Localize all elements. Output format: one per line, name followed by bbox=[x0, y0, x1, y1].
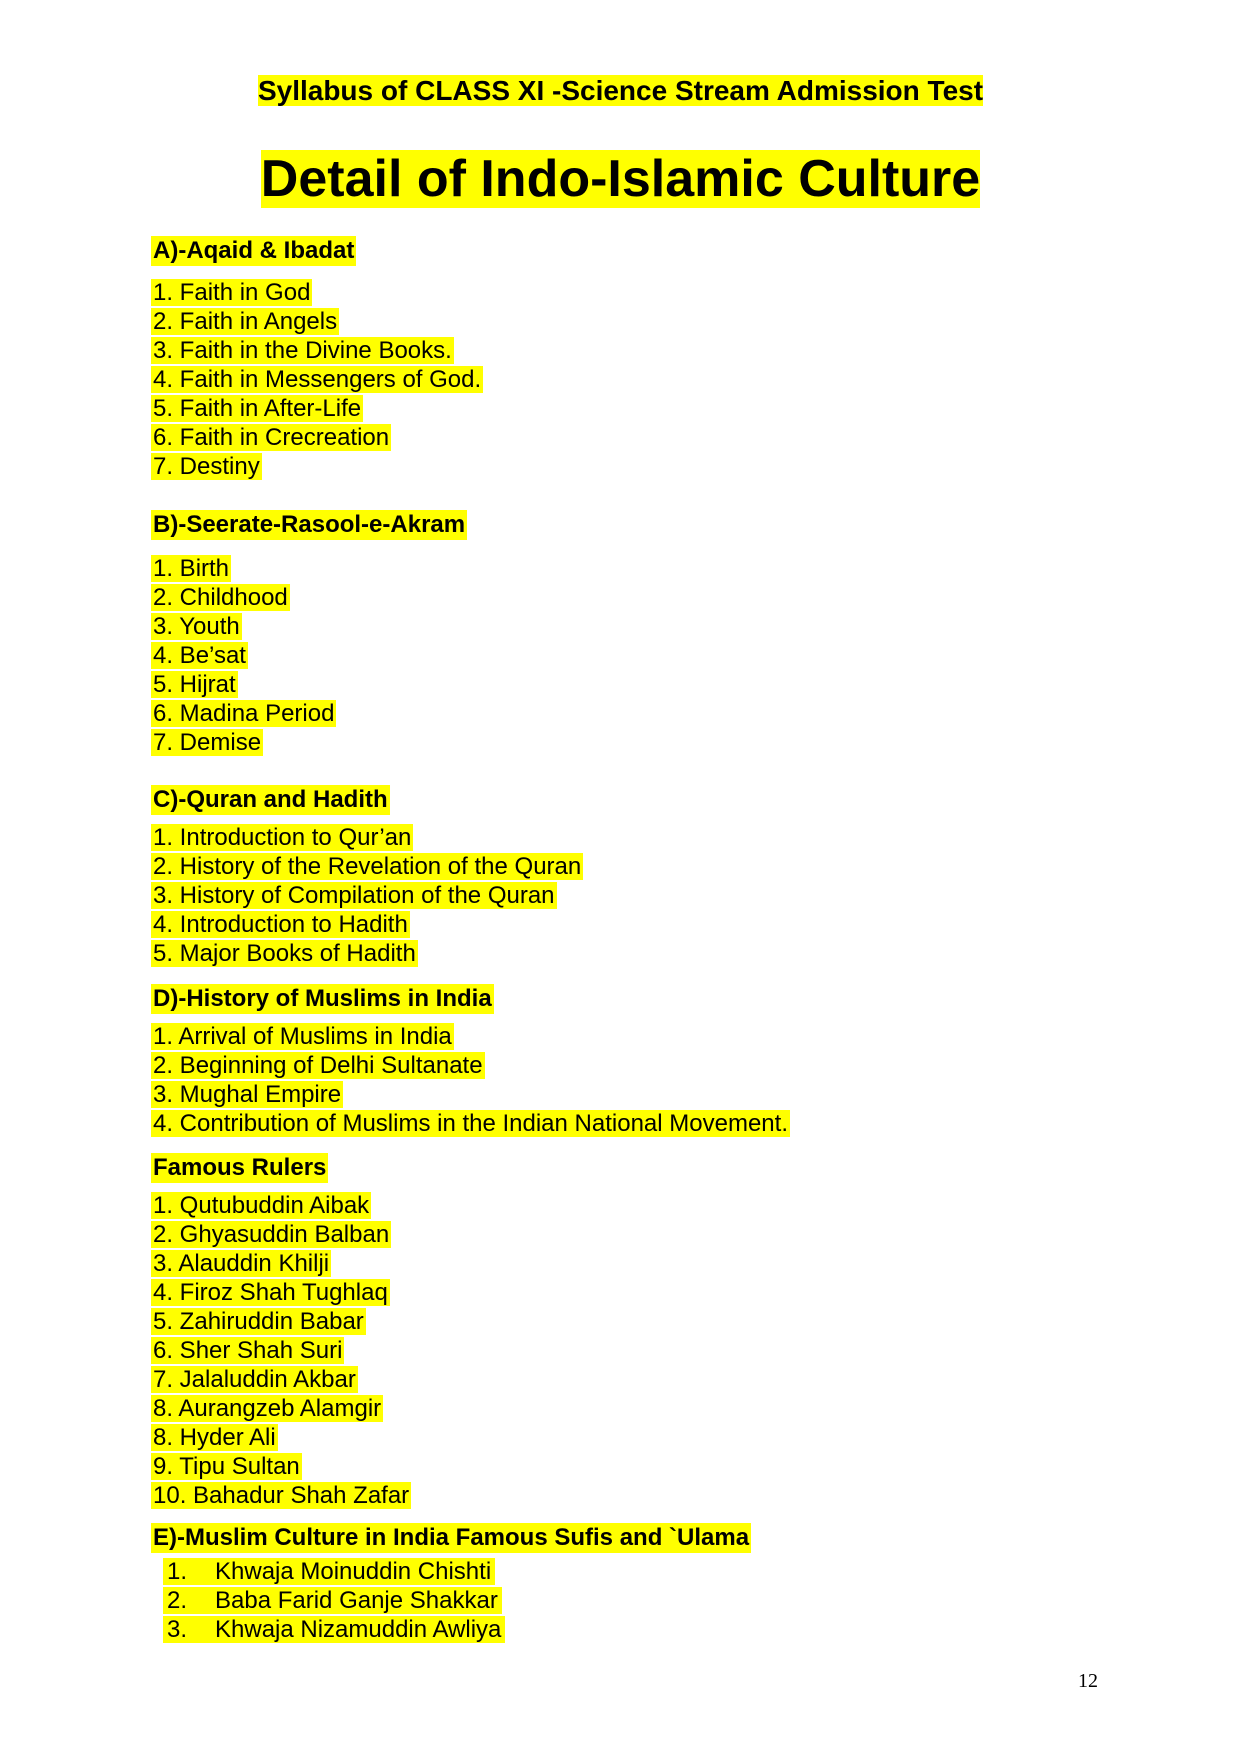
section-e-list bbox=[163, 1557, 751, 1644]
section-a-heading: A)-Aqaid & Ibadat bbox=[153, 237, 355, 264]
list-item: 3. Faith in the Divine Books. bbox=[153, 337, 452, 364]
list-item: 9. Tipu Sultan bbox=[153, 1453, 300, 1480]
section-b-list bbox=[151, 554, 467, 757]
list-item: 3. Khwaja Nizamuddin Awliya bbox=[163, 1615, 751, 1644]
section-c bbox=[151, 785, 583, 968]
list-item: 6. Sher Shah Suri bbox=[153, 1337, 343, 1364]
list-item: 6. Madina Period bbox=[153, 700, 335, 727]
page-title: Detail of Indo-Islamic Culture bbox=[260, 150, 981, 208]
section-d bbox=[151, 984, 790, 1138]
list-item: 8. Hyder Ali bbox=[153, 1424, 276, 1451]
list-item: 4. Introduction to Hadith bbox=[153, 911, 408, 938]
section-c-list bbox=[151, 823, 583, 968]
list-item: 5. Major Books of Hadith bbox=[153, 940, 416, 967]
list-item: 1. Qutubuddin Aibak bbox=[153, 1192, 370, 1219]
list-item: 3. Alauddin Khilji bbox=[153, 1250, 330, 1277]
list-item: 4. Faith in Messengers of God. bbox=[153, 366, 482, 393]
list-item: 7. Demise bbox=[153, 729, 262, 756]
list-item: 7. Jalaluddin Akbar bbox=[153, 1366, 356, 1393]
section-a-list bbox=[151, 278, 483, 481]
syllabus-title: Syllabus of CLASS XI -Science Stream Admission Test bbox=[257, 75, 984, 106]
section-rulers-list bbox=[151, 1191, 411, 1510]
section-c-heading: C)-Quran and Hadith bbox=[153, 786, 388, 813]
list-item: 8. Aurangzeb Alamgir bbox=[153, 1395, 382, 1422]
list-item: 1. Khwaja Moinuddin Chishti bbox=[163, 1557, 751, 1586]
list-item: 3. History of Compilation of the Quran bbox=[153, 882, 555, 909]
list-item: 5. Hijrat bbox=[153, 671, 236, 698]
list-item: 1. Birth bbox=[153, 555, 230, 582]
list-item: 4. Be’sat bbox=[153, 642, 246, 669]
list-item: 2. Childhood bbox=[153, 584, 288, 611]
list-item: 4. Contribution of Muslims in the Indian National Movement. bbox=[153, 1110, 788, 1137]
page-number: 12 bbox=[1078, 1670, 1098, 1692]
list-item: 4. Firoz Shah Tughlaq bbox=[153, 1279, 388, 1306]
list-item: 2. Beginning of Delhi Sultanate bbox=[153, 1052, 483, 1079]
section-b bbox=[151, 510, 467, 757]
list-item: 7. Destiny bbox=[153, 453, 260, 480]
list-item: 2. Baba Farid Ganje Shakkar bbox=[163, 1586, 751, 1615]
list-item: 3. Youth bbox=[153, 613, 240, 640]
list-item: 1. Introduction to Qur’an bbox=[153, 824, 412, 851]
list-item: 5. Zahiruddin Babar bbox=[153, 1308, 364, 1335]
list-item: 1. Faith in God bbox=[153, 279, 311, 306]
list-item: 1. Arrival of Muslims in India bbox=[153, 1023, 452, 1050]
section-rulers-heading: Famous Rulers bbox=[153, 1154, 327, 1181]
section-d-heading: D)-History of Muslims in India bbox=[153, 985, 492, 1012]
list-item: 2. Faith in Angels bbox=[153, 308, 338, 335]
list-item: 6. Faith in Crecreation bbox=[153, 424, 390, 451]
list-item: 2. History of the Revelation of the Quran bbox=[153, 853, 582, 880]
list-item: 2. Ghyasuddin Balban bbox=[153, 1221, 390, 1248]
list-item: 10. Bahadur Shah Zafar bbox=[153, 1482, 410, 1509]
section-b-heading: B)-Seerate-Rasool-e-Akram bbox=[153, 511, 466, 538]
section-e-heading: E)-Muslim Culture in India Famous Sufis and `Ulama bbox=[153, 1524, 750, 1551]
list-item: 3. Mughal Empire bbox=[153, 1081, 342, 1108]
section-rulers bbox=[151, 1153, 411, 1510]
list-item: 5. Faith in After-Life bbox=[153, 395, 362, 422]
section-e bbox=[151, 1523, 751, 1644]
section-a bbox=[151, 236, 483, 481]
section-d-list bbox=[151, 1022, 790, 1138]
